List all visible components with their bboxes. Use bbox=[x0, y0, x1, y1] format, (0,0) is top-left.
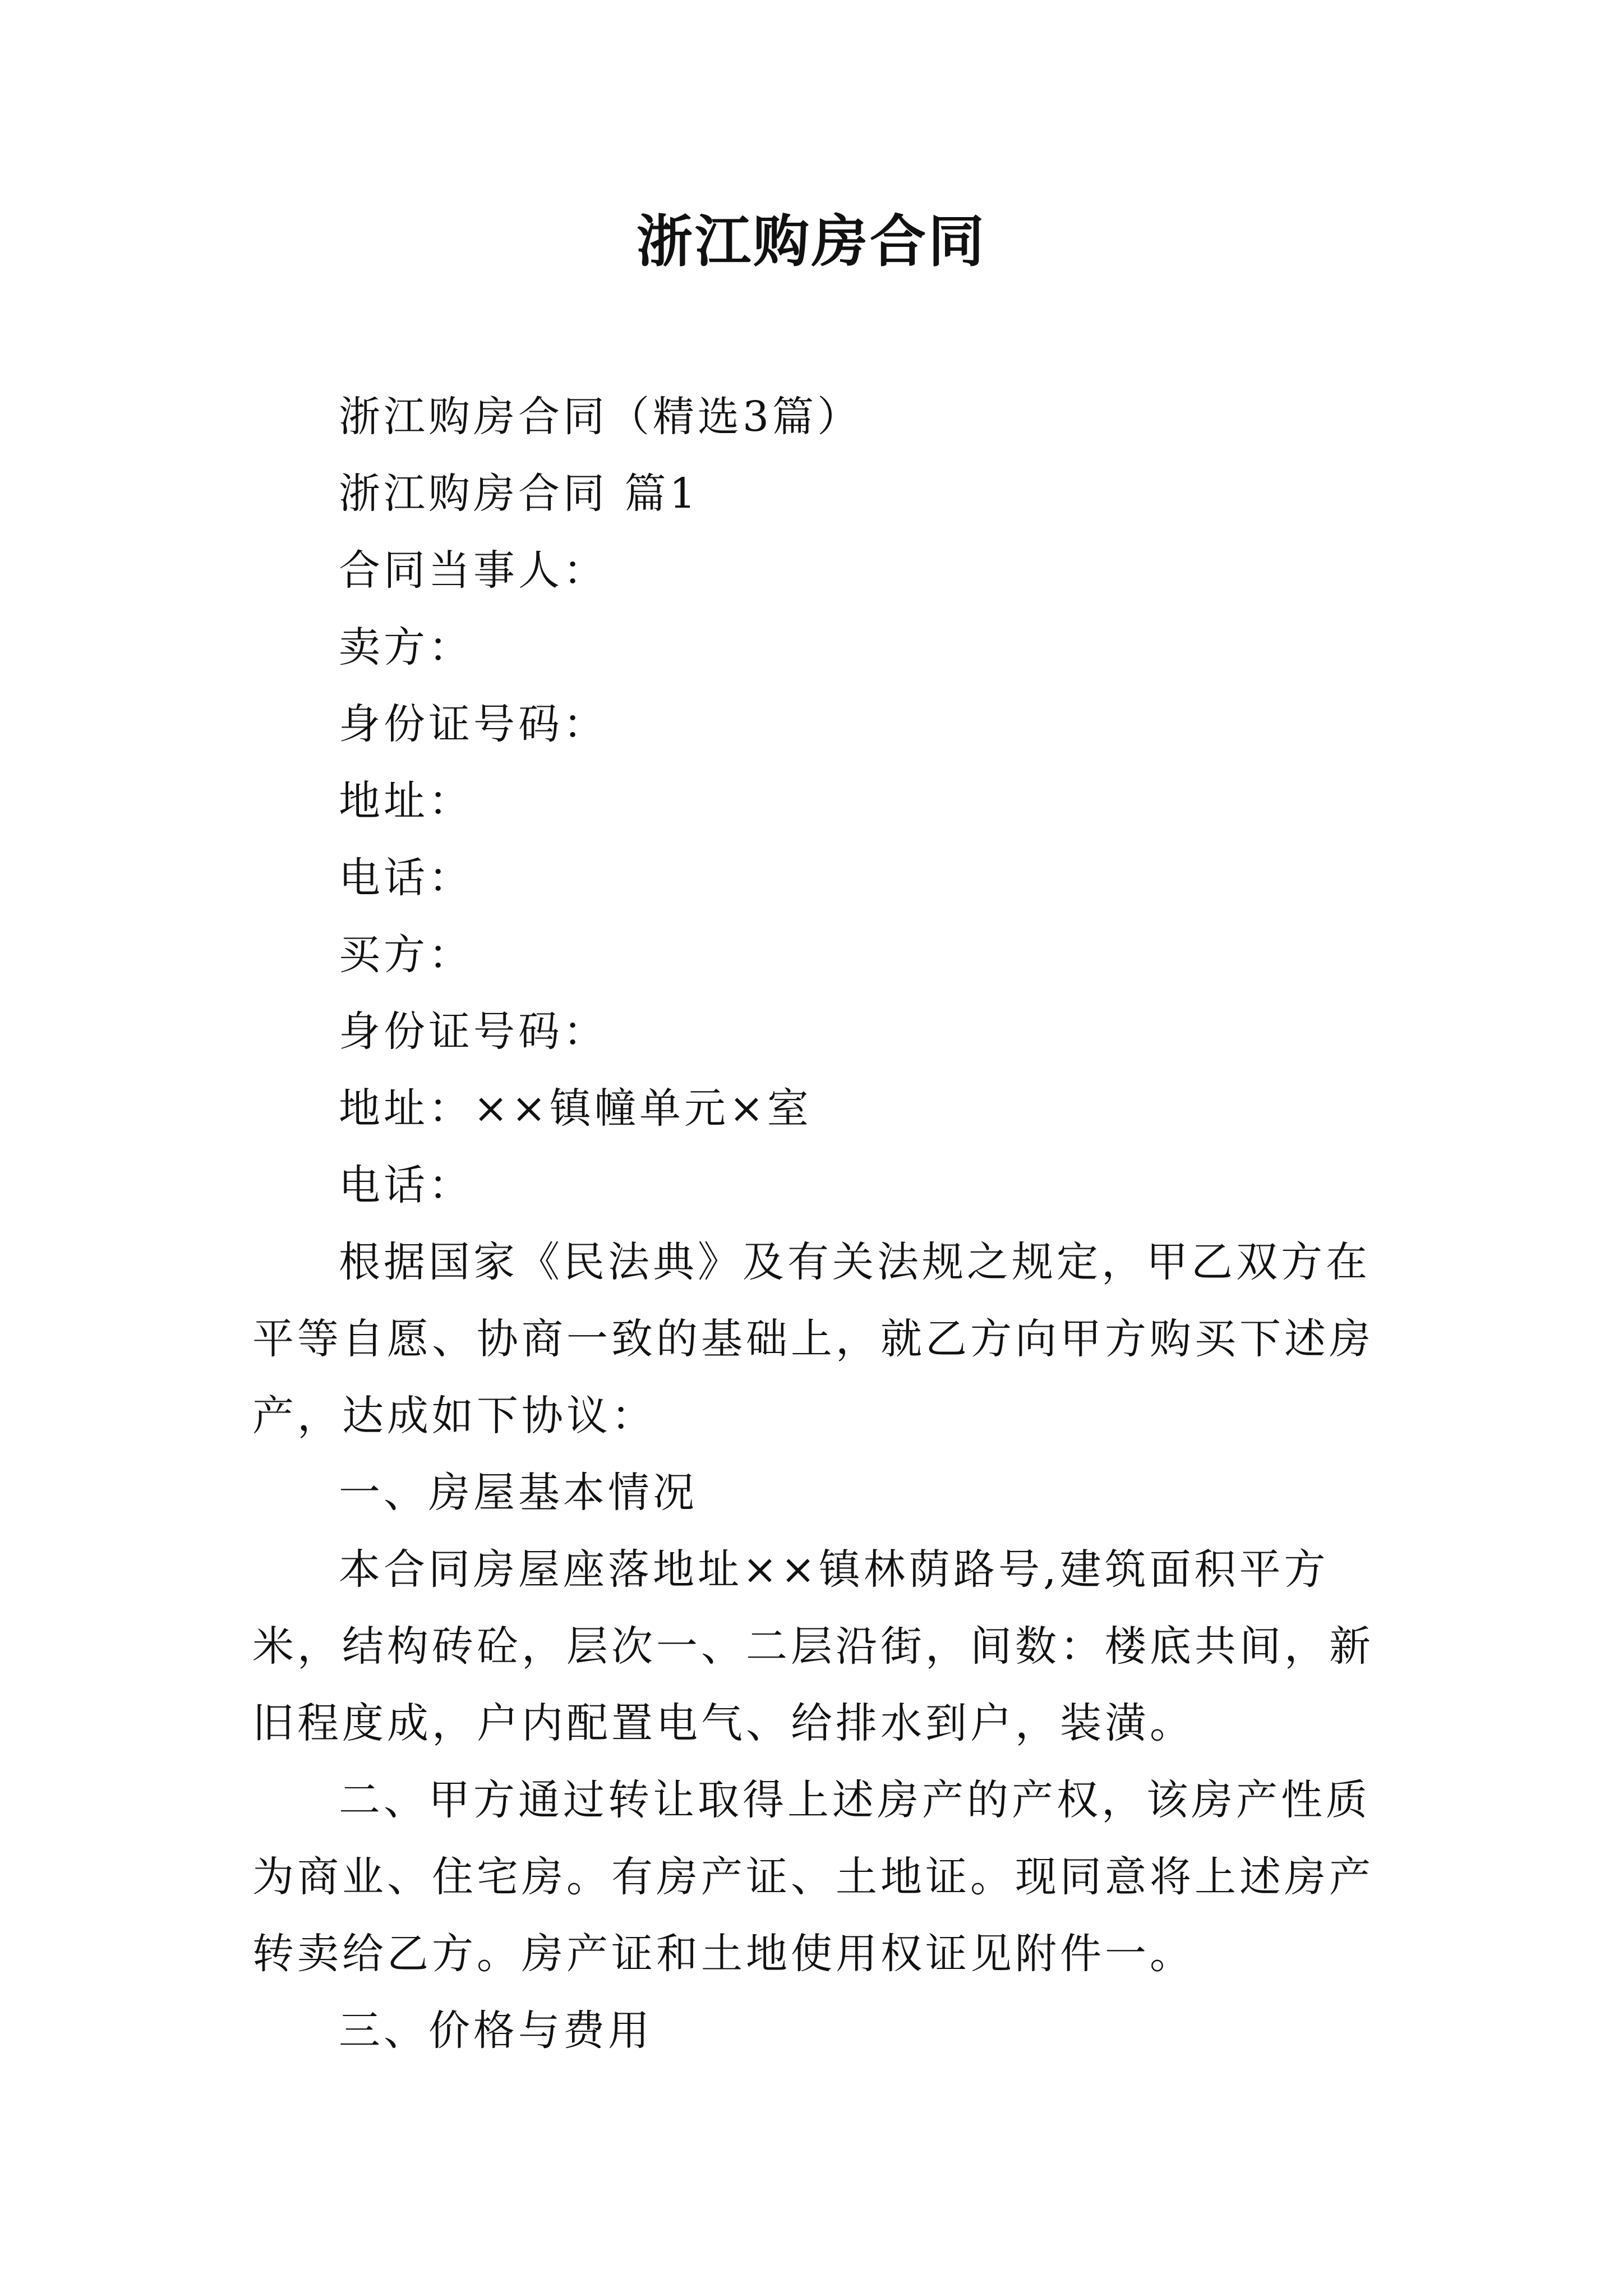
document-body bbox=[252, 379, 1385, 2069]
paragraph-seller-phone: 电话： bbox=[339, 854, 473, 902]
paragraph-buyer: 买方： bbox=[339, 931, 473, 979]
document-title: 浙江购房合同 bbox=[637, 208, 986, 274]
paragraph-seller-id: 身份证号码： bbox=[339, 700, 608, 748]
paragraph-preamble: 根据国家《民法典》及有关法规之规定，甲乙双方在平等自愿、协商一致的基础上，就乙方向甲方购买下述房产，达成如下协议： bbox=[252, 1238, 1374, 1440]
paragraph-subtitle: 浙江购房合同（精选3篇） bbox=[339, 393, 863, 441]
paragraph-seller-address: 地址： bbox=[339, 777, 473, 825]
paragraph-clause-2: 二、甲方通过转让取得上述房产的产权，该房产性质为商业、住宅房。有房产证、土地证。现同意将上述房产转卖给乙方。房产证和土地使用权证见附件一。 bbox=[252, 1776, 1374, 1978]
paragraph-buyer-id: 身份证号码： bbox=[339, 1007, 608, 1056]
paragraph-seller: 卖方： bbox=[339, 623, 473, 671]
paragraph-parties-label: 合同当事人： bbox=[339, 546, 608, 595]
paragraph-clause-3-heading: 三、价格与费用 bbox=[339, 2007, 653, 2055]
paragraph-buyer-phone: 电话： bbox=[339, 1161, 473, 1209]
paragraph-clause-1-heading: 一、房屋基本情况 bbox=[339, 1469, 698, 1517]
paragraph-clause-1-body: 本合同房屋座落地址××镇林荫路号,建筑面积平方米，结构砖砼，层次一、二层沿街，间数：楼底共间，新旧程度成，户内配置电气、给排水到户，装潢。 bbox=[252, 1545, 1374, 1747]
paragraph-buyer-address: 地址：××镇幢单元×室 bbox=[339, 1084, 813, 1133]
paragraph-section-heading: 浙江购房合同 篇1 bbox=[339, 470, 699, 518]
